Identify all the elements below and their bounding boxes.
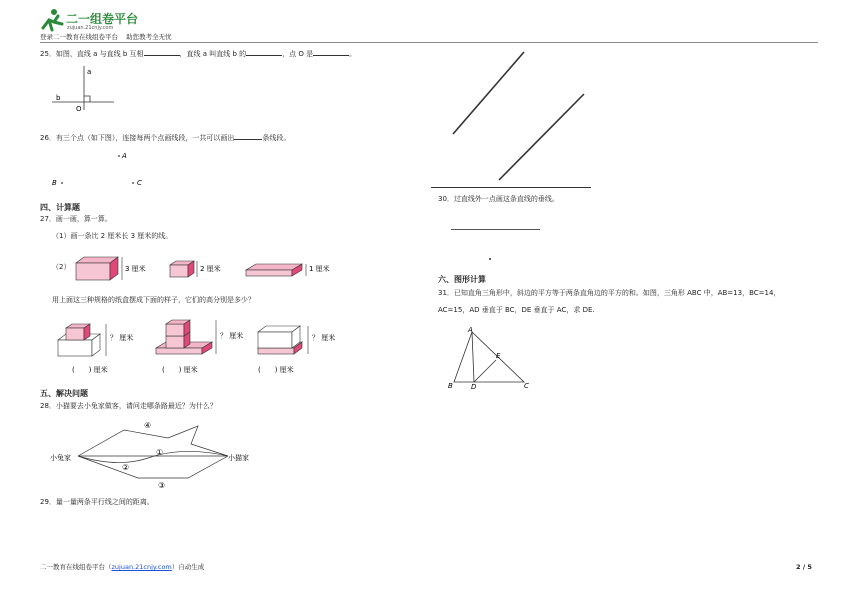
q26-blank[interactable] <box>234 132 262 140</box>
footer-link[interactable]: zujuan.21cnjy.com <box>111 563 172 571</box>
q31-line1: 31．已知直角三角形中，斜边的平方等于两条直角边的平方的和。如图，三角形 ABC 中，AB=13，BC=14， <box>438 289 781 297</box>
q28-title: 28．小猫要去小兔家做客，请问走哪条路最近？为什么？ <box>40 402 217 410</box>
point-b: B <box>52 179 57 187</box>
q29-reference-line <box>431 187 591 188</box>
page-number: 2 / 5 <box>796 563 812 571</box>
q26-text: 26．有三个点（如下图），连接每两个点画线段，一共可以画出 条线段。 <box>40 134 291 142</box>
route-3-label: ③ <box>158 481 166 490</box>
q27-sub1: （1）画一条比 2 厘米长 3 厘米的线。 <box>52 232 173 240</box>
tagline-right: 助您教考全无忧 <box>126 33 172 41</box>
header-tagline <box>40 33 172 42</box>
route-1-label: ① <box>156 448 164 457</box>
point-c: C <box>137 179 142 187</box>
q25-perpendicular-diagram <box>52 64 122 114</box>
tri-label-b: B <box>448 382 453 390</box>
q29-title: 29．量一量两条平行线之间的距离。 <box>40 498 154 506</box>
route-2-label: ② <box>122 463 130 472</box>
stack1-answer: ( ) 厘米 <box>72 366 108 374</box>
box1-label: 3 厘米 <box>125 265 146 273</box>
label-b: b <box>56 94 61 102</box>
logo-text: 二一组卷平台 <box>66 12 139 26</box>
stack1-q: ？ 厘米 <box>110 334 134 342</box>
runner-logo-icon <box>40 8 64 32</box>
logo[interactable] <box>40 8 150 34</box>
tri-label-a: A <box>468 326 473 334</box>
tri-label-d: D <box>471 383 477 391</box>
footer-left: 二一教育在线组卷平台（zujuan.21cnjy.com）自动生成 <box>40 563 205 571</box>
q25-text: 25．如图，直线 a 与直线 b 互相 ，直线 a 叫直线 b 的 ，点 O 是 。 <box>40 50 357 58</box>
q31-triangle-diagram <box>446 326 536 390</box>
q29-parallel-lines <box>448 48 598 188</box>
section-6-heading: 六、图形计算 <box>438 275 486 284</box>
q27-sub2: （2） <box>52 263 71 271</box>
rabbit-home-label: 小兔家 <box>50 454 71 462</box>
q25-blank-2[interactable] <box>246 48 282 56</box>
tri-label-e: E <box>496 352 501 360</box>
box2-label: 2 厘米 <box>200 265 221 273</box>
q27-boxes-row <box>70 253 360 283</box>
q25-blank-3[interactable] <box>313 48 349 56</box>
q30-point <box>489 258 491 260</box>
stack2-q: ？ 厘米 <box>220 332 244 340</box>
route-4-label: ④ <box>144 421 152 430</box>
label-a: a <box>87 68 92 76</box>
q30-line <box>451 229 540 230</box>
header-divider <box>40 42 818 43</box>
q30-title: 30．过直线外一点画这条直线的垂线。 <box>438 195 559 203</box>
section-5-heading: 五、解决问题 <box>40 389 88 398</box>
logo-subtext: zujuan.21cnjy.com <box>67 25 114 31</box>
box3-label: 1 厘米 <box>309 265 330 273</box>
section-4-heading: 四、计算题 <box>40 203 80 212</box>
tagline-left: 登录二一教育在线组卷平台 <box>40 33 118 41</box>
q27-question: 用上面这三种规格的纸盒摆成下面的样子，它们的高分别是多少？ <box>52 296 255 304</box>
q26-points-diagram <box>50 150 170 190</box>
stack3-q: ？ 厘米 <box>312 334 336 342</box>
point-a: A <box>122 152 127 160</box>
q28-routes-diagram <box>48 418 268 490</box>
q25-blank-1[interactable] <box>144 48 180 56</box>
cat-home-label: 小猫家 <box>228 454 249 462</box>
tri-label-c: C <box>524 382 529 390</box>
q27-stacks-row <box>52 318 352 382</box>
stack2-answer: ( ) 厘米 <box>162 366 198 374</box>
q27-title: 27．画一画，算一算。 <box>40 215 112 223</box>
stack3-answer: ( ) 厘米 <box>258 366 294 374</box>
label-o: O <box>76 105 82 113</box>
q31-line2: AC=15，AD 垂直于 BC，DE 垂直于 AC，求 DE. <box>438 306 595 314</box>
